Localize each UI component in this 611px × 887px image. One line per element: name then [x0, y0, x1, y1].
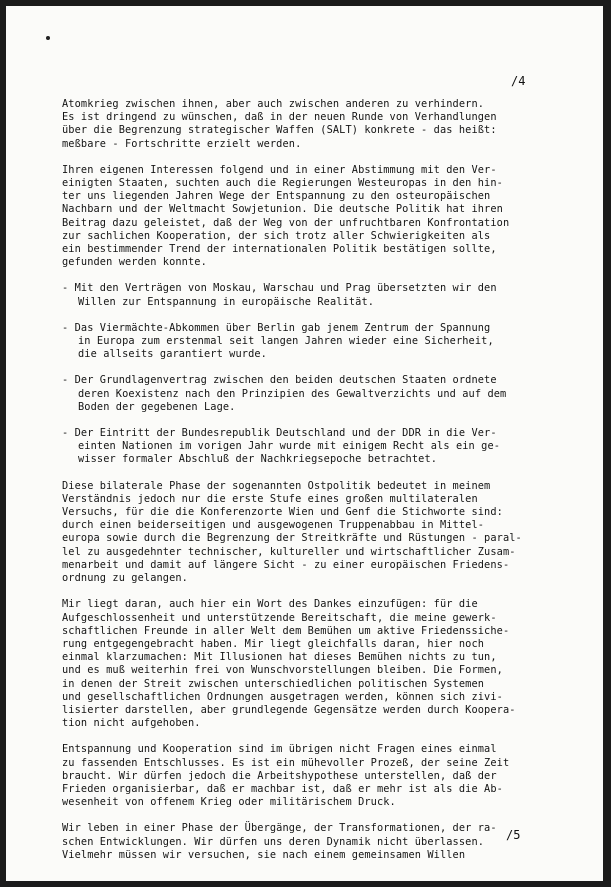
text-line: Verständnis jedoch nur die erste Stufe eines großen multilateralen — [62, 492, 478, 505]
text-line: Es ist dringend zu wünschen, daß in der neuen Runde von Verhandlungen — [62, 111, 497, 124]
text-line: zu fassenden Entschlusses. Es ist ein mühevoller Prozeß, der seine Zeit — [62, 756, 510, 769]
text-line: ter uns liegenden Jahren Wege der Entspannung zu den osteuropäischen — [62, 190, 491, 203]
text-line: Beitrag dazu geleistet, daß der Weg von der unfruchtbaren Konfrontation — [62, 216, 510, 229]
text-line: wisser formaler Abschluß der Nachkriegsepoche betrachtet. — [78, 453, 438, 466]
text-line: Aufgeschlossenheit und unterstützende Bereitschaft, die meine gewerk- — [62, 611, 497, 624]
text-line: Entspannung und Kooperation sind im übrigen nicht Fragen eines einmal — [62, 743, 497, 756]
text-line: Ihren eigenen Interessen folgend und in einer Abstimmung mit den Ver- — [62, 163, 497, 176]
text-line: deren Koexistenz nach den Prinzipien des Gewaltverzichts und auf dem — [78, 387, 507, 400]
text-line: durch einen beiderseitigen und ausgewogenen Truppenabbau in Mittel- — [62, 519, 485, 532]
bullet-item — [62, 282, 587, 308]
text-line: Nachbarn und der Weltmacht Sowjetunion. Die deutsche Politik hat ihren — [62, 203, 503, 216]
paragraph — [62, 164, 587, 270]
text-line: - Der Eintritt der Bundesrepublik Deutschland und der DDR in die Ver- — [62, 427, 497, 440]
text-line: lel zu ausgedehnter technischer, kultureller und wirtschaftlicher Zusam- — [62, 545, 516, 558]
text-line: Versuchs, für die die Konferenzorte Wien und Genf die Stichworte sind: — [62, 506, 503, 519]
text-line: einten Nationen im vorigen Jahr wurde mit einigem Recht als ein ge- — [78, 440, 501, 453]
paragraph — [62, 598, 587, 730]
text-line: ordnung zu gelangen. — [62, 572, 188, 585]
text-line: und es muß weiterhin frei von Wunschvorstellungen bleiben. Die Formen, — [62, 664, 503, 677]
text-line: Diese bilaterale Phase der sogenannten Ostpolitik bedeutet in meinem — [62, 479, 491, 492]
text-line: rung entgegengebracht haben. Mir liegt gleichfalls daran, hier noch — [62, 637, 485, 650]
text-line: und gesellschaftlichen Ordnungen ausgetragen werden, können sich zivi- — [62, 690, 503, 703]
text-line: einmal klarzumachen: Mit Illusionen hat dieses Bemühen nichts zu tun, — [62, 651, 497, 664]
text-line: Frieden organisierbar, daß er machbar ist, daß er mehr ist als die Ab- — [62, 782, 503, 795]
text-line: - Das Viermächte-Abkommen über Berlin gab jenem Zentrum der Spannung — [62, 321, 491, 334]
text-line: über die Begrenzung strategischer Waffen (SALT) konkrete - das heißt: — [62, 124, 497, 137]
text-line: Willen zur Entspannung in europäische Realität. — [78, 295, 375, 308]
text-line: einigten Staaten, suchten auch die Regierungen Westeuropas in den hin- — [62, 177, 503, 190]
text-line: - Der Grundlagenvertrag zwischen den beiden deutschen Staaten ordnete — [62, 374, 497, 387]
paragraph — [62, 743, 587, 809]
bullet-item — [62, 427, 587, 467]
text-line: die allseits garantiert wurde. — [78, 348, 267, 361]
text-line: gefunden werden konnte. — [62, 256, 207, 269]
text-line: lisierter darstellen, aber grundlegende Gegensätze werden durch Koopera- — [62, 703, 516, 716]
text-line: Atomkrieg zwischen ihnen, aber auch zwischen anderen zu verhindern. — [62, 98, 485, 110]
text-line: schen Entwicklungen. Wir dürfen uns deren Dynamik nicht überlassen. — [62, 835, 485, 848]
body-text — [62, 98, 587, 862]
text-line: wesenheit von offenem Krieg oder militärischem Druck. — [62, 796, 396, 809]
text-line: in denen der Streit zwischen unterschiedlichen politischen Systemen — [62, 677, 485, 690]
text-line: - Mit den Verträgen von Moskau, Warschau und Prag übersetzten wir den — [62, 282, 497, 295]
text-line: tion nicht aufgehoben. — [62, 717, 201, 730]
paragraph — [62, 98, 587, 151]
text-line: Boden der gegebenen Lage. — [78, 400, 236, 413]
text-line: zur sachlichen Kooperation, der sich trotz aller Schwierigkeiten als — [62, 229, 491, 242]
text-line: Wir leben in einer Phase der Übergänge, der Transformationen, der ra- — [62, 822, 497, 835]
page-number-top: /4 — [511, 74, 526, 88]
paragraph — [62, 480, 587, 586]
text-line: Mir liegt daran, auch hier ein Wort des Dankes einzufügen: für die — [62, 598, 478, 611]
text-line: braucht. Wir dürfen jedoch die Arbeitshypothese unterstellen, daß der — [62, 769, 497, 782]
scan-mark — [46, 36, 50, 40]
text-line: Vielmehr müssen wir versuchen, sie nach einem gemeinsamen Willen — [62, 848, 466, 861]
page-number-bottom: /5 — [506, 828, 521, 842]
text-line: in Europa zum erstenmal seit langen Jahren wieder eine Sicherheit, — [78, 335, 494, 348]
document-page — [6, 6, 603, 881]
text-line: menarbeit und damit auf längere Sicht - zu einer europäischen Friedens- — [62, 558, 510, 571]
text-line: ein bestimmender Trend der internationalen Politik bestätigen sollte, — [62, 243, 497, 256]
text-line: schaftlichen Freunde in aller Welt dem Bemühen um aktive Friedenssiche- — [62, 624, 510, 637]
text-line: europa sowie durch die Begrenzung der Streitkräfte und Rüstungen - paral- — [62, 532, 522, 545]
text-line: meßbare - Fortschritte erzielt werden. — [62, 137, 302, 150]
bullet-item — [62, 322, 587, 362]
bullet-item — [62, 374, 587, 414]
